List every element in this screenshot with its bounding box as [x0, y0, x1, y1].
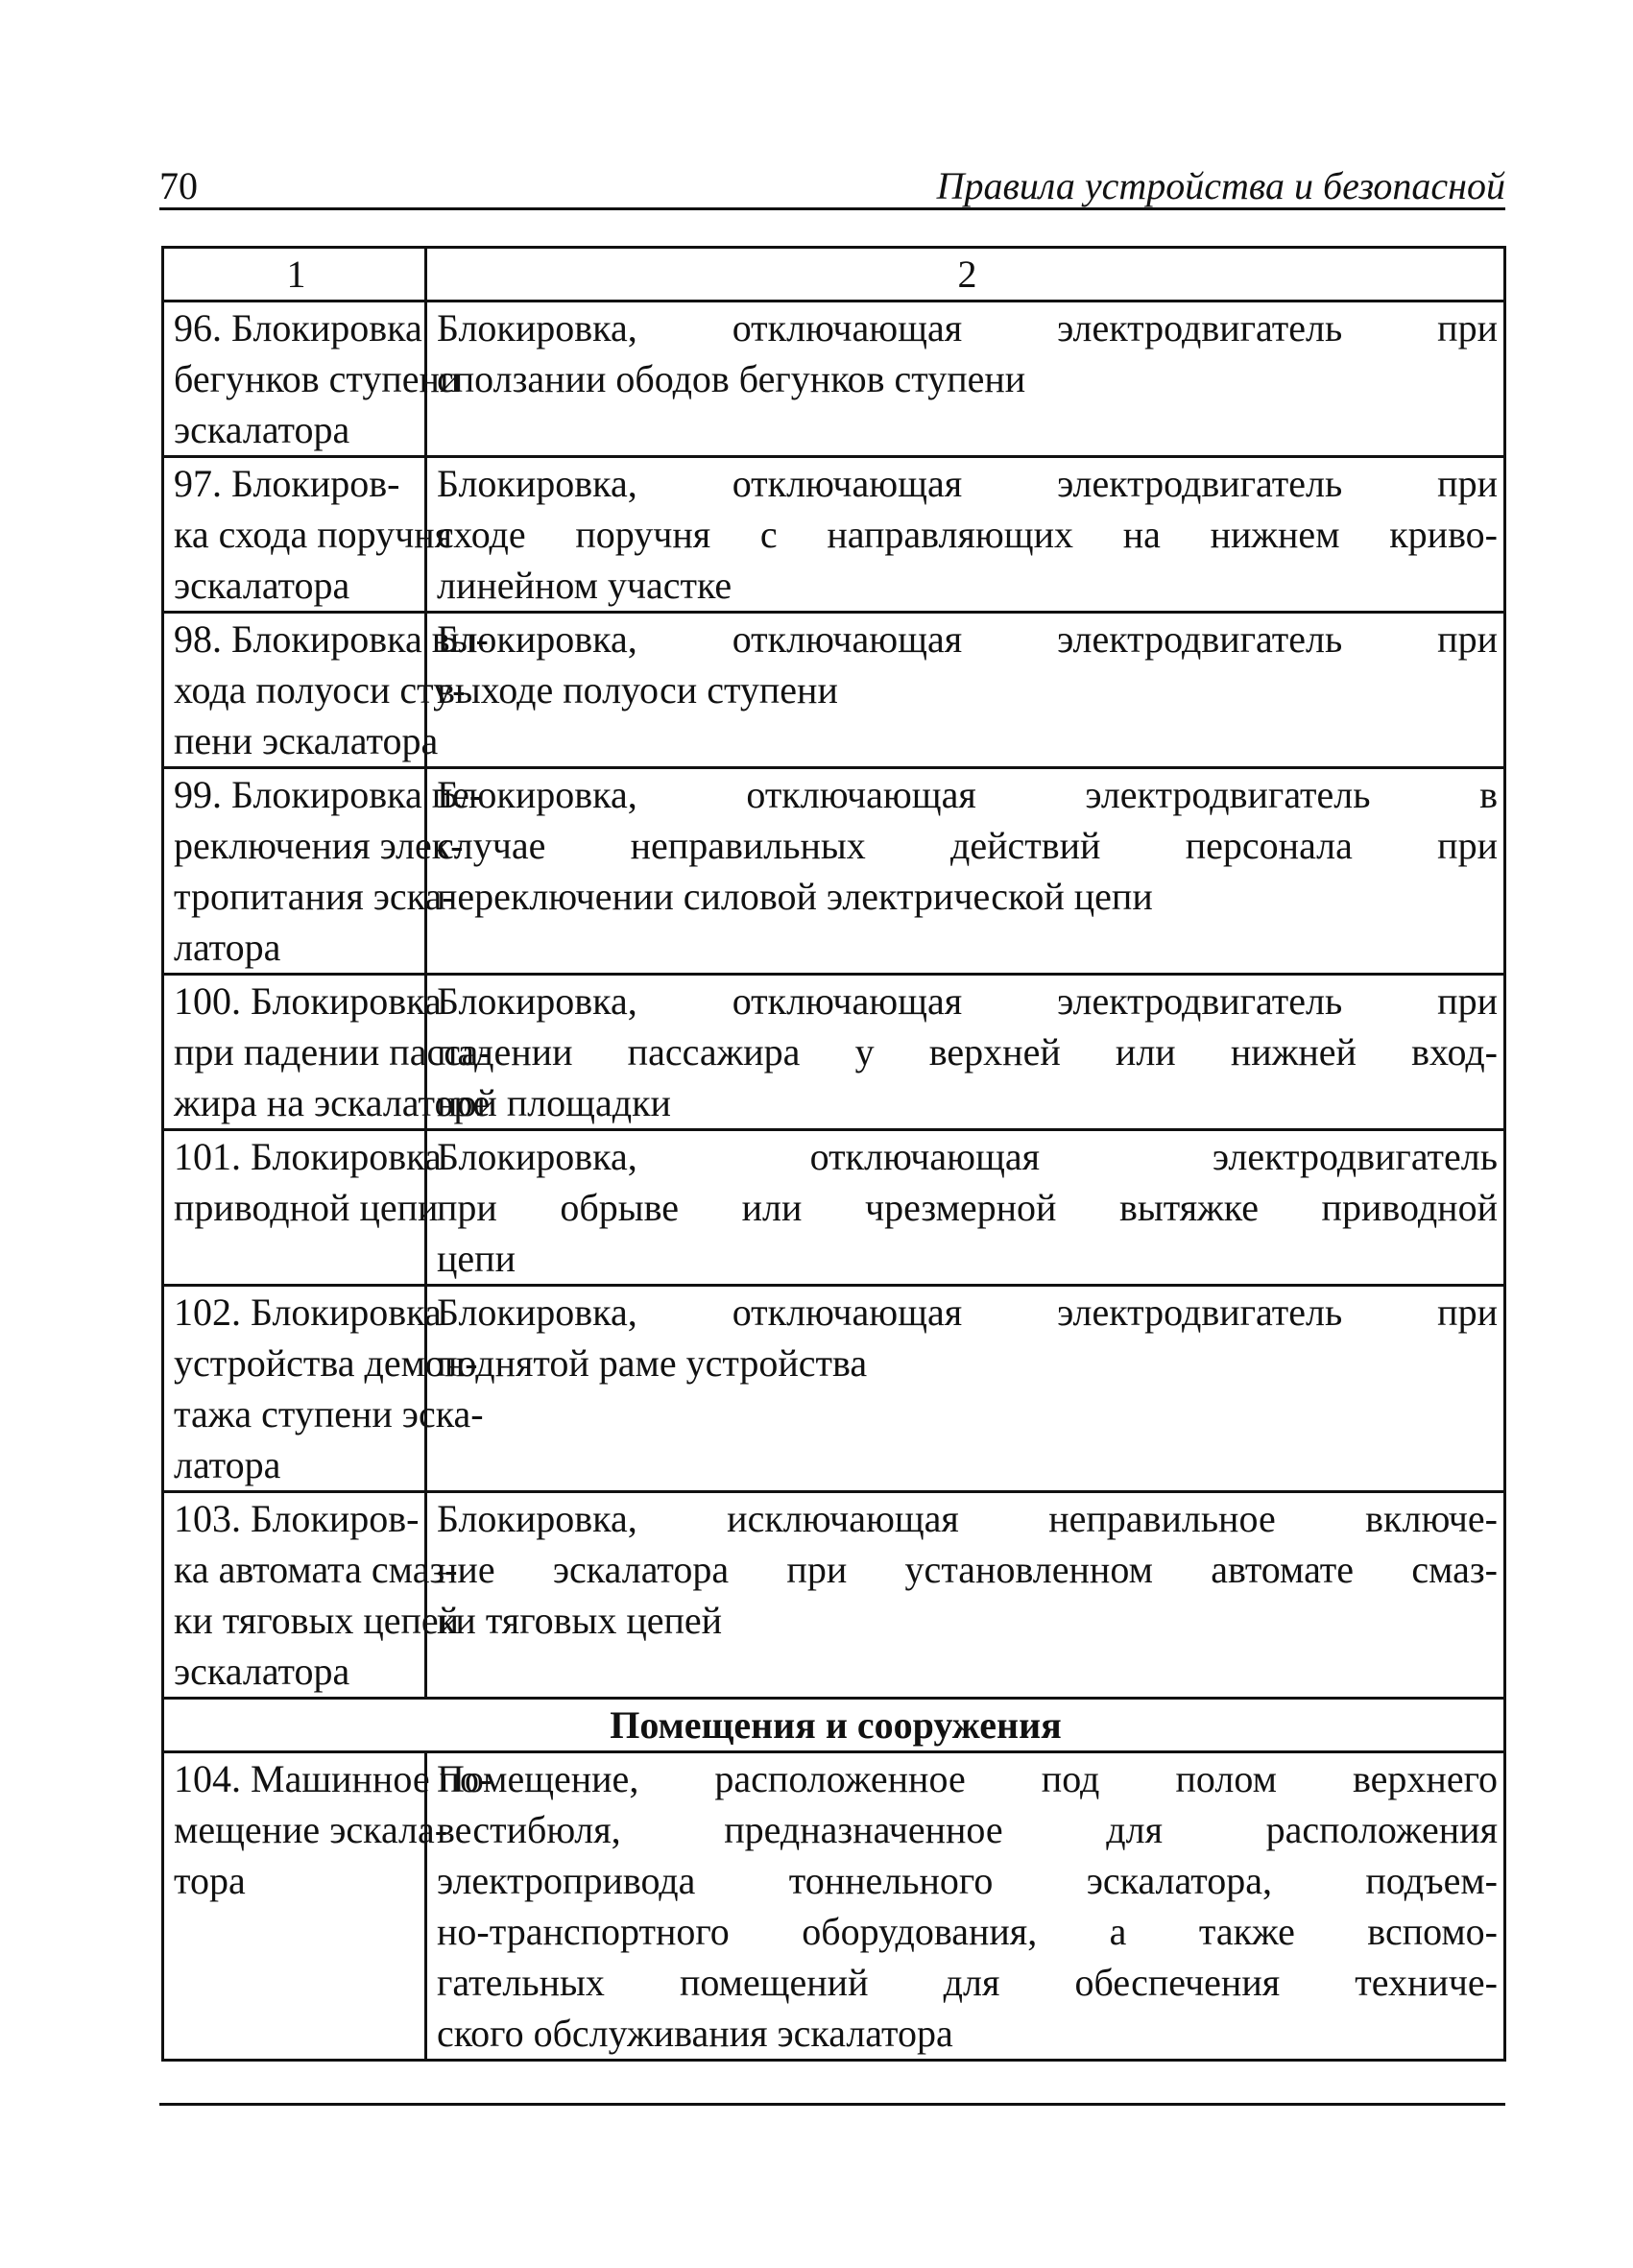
definition-cell-line: Блокировка, отключающая электродвигатель при	[437, 979, 1498, 1023]
section-title: Помещения и сооружения	[163, 1699, 1505, 1752]
term-cell-line: реключения элек-	[174, 824, 464, 867]
term-cell-line: ка схода поручня	[174, 513, 453, 556]
term-cell-line: бегунков ступени	[174, 357, 461, 400]
term-cell	[163, 302, 461, 457]
definition-cell-line: ной площадки	[437, 1081, 671, 1124]
term-cell-line: ки тяговых цепей	[174, 1599, 460, 1642]
term-cell	[163, 975, 492, 1130]
table-row	[163, 1286, 1505, 1492]
definition-cell-line: линейном участке	[437, 564, 732, 607]
definition-cell-line: Блокировка, отключающая электродвигатель при	[437, 617, 1498, 661]
table-row	[163, 1130, 1505, 1286]
definition-cell	[426, 613, 1505, 768]
definition-cell-line: выходе полуоси ступени	[437, 668, 838, 712]
definition-cell	[426, 1492, 1505, 1699]
term-cell-line: эскалатора	[174, 564, 350, 607]
table-row	[163, 768, 1505, 975]
term-cell	[163, 1130, 442, 1286]
definition-cell-line: Блокировка, отключающая электродвигатель	[437, 1135, 1498, 1178]
column-header-2: 2	[426, 248, 1505, 302]
table-row	[163, 975, 1505, 1130]
definition-cell-line: Помещение, расположенное под полом верхнего	[437, 1757, 1498, 1800]
term-cell-line: 103. Блокиров-	[174, 1497, 420, 1540]
definition-cell-line: Блокировка, отключающая электродвигатель при	[437, 306, 1498, 350]
table-row	[163, 1492, 1505, 1699]
definition-cell-line: вестибюля, предназначенное для расположения	[437, 1808, 1498, 1851]
definition-cell-line: сходе поручня с направляющих на нижнем криво-	[437, 513, 1498, 556]
definition-cell-line: переключении силовой электрической цепи	[437, 875, 1153, 918]
term-cell-line: хода полуоси сту-	[174, 668, 466, 712]
definition-cell-line: Блокировка, отключающая электродвигатель при	[437, 1291, 1498, 1334]
definition-cell	[426, 1752, 1505, 2061]
term-cell-line: ка автомата смаз-	[174, 1548, 458, 1591]
term-cell-line: 96. Блокировка	[174, 306, 422, 350]
running-head: Правила устройства и безопасной	[936, 164, 1505, 207]
definition-cell	[426, 457, 1505, 613]
term-cell-line: тропитания эска-	[174, 875, 455, 918]
table-row	[163, 457, 1505, 613]
definition-cell-line: электропривода тоннельного эскалатора, подъем-	[437, 1859, 1498, 1902]
definition-cell	[426, 975, 1505, 1130]
term-cell-line: эскалатора	[174, 408, 350, 451]
definition-cell-line: но-транспортного оборудования, а также вспомо-	[437, 1910, 1498, 1953]
term-cell-line: жира на эскалаторе	[174, 1081, 491, 1124]
definition-cell	[426, 1130, 1505, 1286]
definition-cell-line: ние эскалатора при установленном автомате смаз-	[437, 1548, 1498, 1591]
table-row	[163, 613, 1505, 768]
term-cell-line: эскалатора	[174, 1650, 350, 1693]
definition-cell	[426, 768, 1505, 975]
table-row	[163, 1752, 1505, 2061]
definition-cell-line: цепи	[437, 1237, 516, 1280]
term-cell-line: устройства демон-	[174, 1341, 478, 1385]
definition-cell-line: при обрыве или чрезмерной вытяжке приводной	[437, 1186, 1498, 1229]
definition-cell-line: ки тяговых цепей	[437, 1599, 723, 1642]
term-cell	[163, 1752, 492, 2061]
term-cell	[163, 1492, 460, 1699]
definition-cell-line: гательных помещений для обеспечения техниче-	[437, 1961, 1498, 2004]
definition-cell-line: случае неправильных действий персонала при	[437, 824, 1498, 867]
header-rule	[159, 207, 1505, 210]
term-cell-line: 99. Блокировка пе-	[174, 773, 483, 816]
term-cell	[163, 457, 453, 613]
footer-rule	[159, 2103, 1505, 2106]
section-row	[163, 1699, 1505, 1752]
term-cell-line: 98. Блокировка вы-	[174, 617, 489, 661]
definition-cell-line: Блокировка, отключающая электродвигатель в	[437, 773, 1498, 816]
definition-cell-line: падении пассажира у верхней или нижней вход-	[437, 1030, 1498, 1074]
column-number-row	[163, 248, 1505, 302]
term-cell-line: приводной цепи	[174, 1186, 439, 1229]
definition-cell-line: поднятой раме устройства	[437, 1341, 868, 1385]
term-cell-line: 100. Блокировка	[174, 979, 442, 1023]
column-header-1: 1	[163, 248, 426, 302]
term-cell	[163, 768, 483, 975]
term-cell-line: тажа ступени эска-	[174, 1392, 484, 1436]
table-row	[163, 302, 1505, 457]
term-cell-line: 97. Блокиров-	[174, 462, 400, 505]
glossary-table	[161, 246, 1506, 2062]
definition-cell-line: ского обслуживания эскалатора	[437, 2012, 953, 2055]
definition-cell	[426, 302, 1505, 457]
page-number: 70	[159, 164, 198, 207]
term-cell-line: 102. Блокировка	[174, 1291, 442, 1334]
definition-cell	[426, 1286, 1505, 1492]
definition-cell-line: сползании ободов бегунков ступени	[437, 357, 1026, 400]
term-cell	[163, 613, 489, 768]
term-cell-line: пени эскалатора	[174, 719, 439, 762]
definition-cell-line: Блокировка, отключающая электродвигатель при	[437, 462, 1498, 505]
term-cell-line: мещение эскала-	[174, 1808, 448, 1851]
term-cell-line: при падении пасса-	[174, 1030, 492, 1074]
definition-cell-line: Блокировка, исключающая неправильное включе-	[437, 1497, 1498, 1540]
term-cell-line: латора	[174, 926, 281, 969]
term-cell-line: 104. Машинное по-	[174, 1757, 492, 1800]
term-cell-line: латора	[174, 1443, 281, 1486]
term-cell-line: 101. Блокировка	[174, 1135, 442, 1178]
term-cell-line: тора	[174, 1859, 246, 1902]
term-cell	[163, 1286, 484, 1492]
